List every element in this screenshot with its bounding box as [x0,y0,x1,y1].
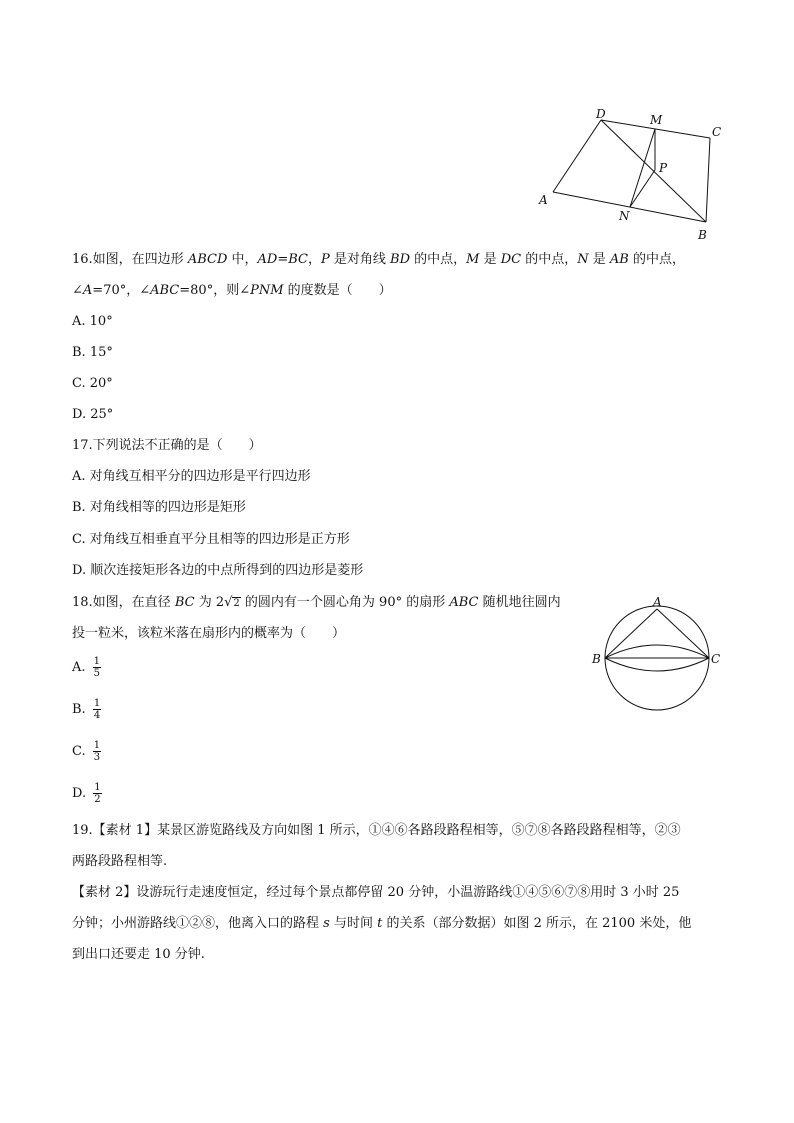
fraction: $\frac{1}{3}$ [93,740,101,763]
q18-option-a: A. $\frac{1}{5}$ [72,656,101,679]
fraction: $\frac{1}{5}$ [93,656,101,679]
q19-line4: 分钟；小州游路线①②⑧，他离入口的路程 s 与时间 t 的关系（部分数据）如图 2 所示，在 2100 米处，他 [72,916,692,931]
q18-option-c: C. $\frac{1}{3}$ [72,740,101,763]
q18-stem-line2: 投一粒米，该粒米落在扇形内的概率为（ ） [72,626,346,641]
circle-sector-figure [585,592,730,712]
q18-option-d: D. $\frac{1}{2}$ [72,782,101,805]
fig16-label-P: P [659,161,668,175]
q19-line3: 【素材 2】设游玩行走速度恒定，经过每个景点都停留 20 分钟，小温游路线①④⑤⑥⑦⑧用时 3 小时 25 [72,885,680,900]
fig18-label-A: A [653,595,662,609]
fig16-label-N: N [619,209,630,223]
fig16-label-B: B [698,228,707,242]
q17-option-d: D. 顺次连接矩形各边的中点所得到的四边形是菱形 [72,563,364,578]
q18-option-b: B. $\frac{1}{4}$ [72,698,101,721]
q18-stem-line1: 18.如图，在直径 BC 为 2√2 的圆内有一个圆心角为 90° 的扇形 ABC 随机地往圆内 [72,594,561,613]
q17-stem: 17.下列说法不正确的是（ ） [72,438,262,453]
q16-option-a: A. 10° [72,314,113,329]
q17-option-c: C. 对角线互相垂直平分且相等的四边形是正方形 [72,532,350,547]
q19-line2: 两路段路程相等. [72,854,168,869]
fig16-label-C: C [712,125,722,139]
q16-option-c: C. 20° [72,376,113,391]
fig18-label-C: C [711,652,721,666]
q16-stem-line2: ∠A=70°，∠ABC=80°，则∠PNM 的度数是（ ） [72,283,392,298]
q16-option-d: D. 25° [72,407,114,422]
q16-stem-line1: 16.如图，在四边形 ABCD 中，AD=BC，P 是对角线 BD 的中点，M 是 DC 的中点，N 是 AB 的中点， [72,252,685,267]
q17-option-b: B. 对角线相等的四边形是矩形 [72,500,246,515]
q17-option-a: A. 对角线互相平分的四边形是平行四边形 [72,469,311,484]
q16-option-b: B. 15° [72,345,113,360]
fraction: $\frac{1}{2}$ [94,782,101,805]
sqrt-sign: √2 [224,595,240,610]
fig16-label-A: A [539,193,548,207]
fraction: $\frac{1}{4}$ [93,698,101,721]
fig16-label-M: M [650,113,663,127]
q19-line1: 19.【素材 1】某景区游览路线及方向如图 1 所示，①④⑥各路段路程相等，⑤⑦⑧各路段路程相等，②③ [72,823,681,838]
fig16-label-D: D [596,107,606,121]
quadrilateral-figure [530,100,730,250]
q19-line5: 到出口还要走 10 分钟. [72,947,205,962]
fig18-label-B: B [592,652,601,666]
